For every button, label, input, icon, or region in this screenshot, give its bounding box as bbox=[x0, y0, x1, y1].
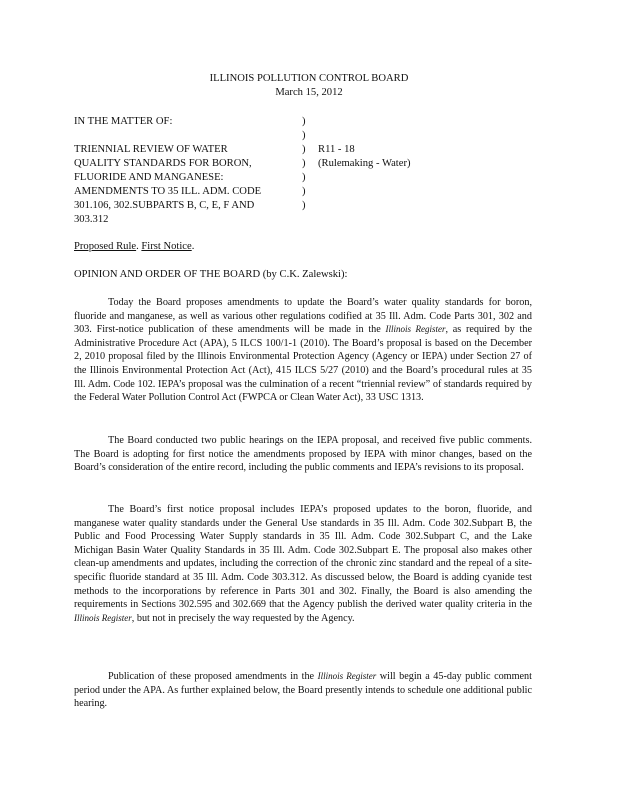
illinois-register-ref: Illinois Register bbox=[74, 612, 132, 623]
paragraph-2: The Board conducted two public hearings on the IEPA proposal, and received five public comments. The Board is adopting for first notice the amendments proposed by IEPA with minor changes, based on the Board’s consideration of the entire record, including the public comments and IEPA’s revisions to its proposal. bbox=[74, 435, 532, 474]
opinion-heading: OPINION AND ORDER OF THE BOARD (by C.K. Zalewski): bbox=[74, 269, 348, 280]
docket-number: R11 - 18 bbox=[318, 144, 355, 155]
caption-line: TRIENNIAL REVIEW OF WATER bbox=[74, 144, 228, 155]
caption-line: 303.312 bbox=[74, 214, 109, 225]
caption-paren: ) bbox=[302, 144, 306, 155]
paragraph-1: Today the Board proposes amendments to update the Board’s water quality standards for boron, fluoride and manganese, as well as various other regulations codified at 35 Ill. Adm. Code Parts 301, 302 and 303. First-notice publication of these amendments will be made in the Illinois Register, as required by the Administrative Procedure Act (APA), 5 ILCS 100/1-1 (2010). The Board’s proposal is based on the December 2, 2010 proposal filed by the Illinois Environmental Protection Agency (Agency or IEPA) under Section 27 of the Illinois Environmental Protection Act (Act), 415 ILCS 5/27 (2010) and the Board’s procedural rules at 35 Ill. Adm. Code 102. IEPA’s proposal was the culmination of a recent “triennial review” of standards required by the Federal Water Pollution Control Act (FWPCA or Clean Water Act), 33 USC 1313. bbox=[74, 297, 532, 404]
paragraph-4: Publication of these proposed amendments in the Illinois Register will begin a 45-day public comment period under the APA. As further explained below, the Board presently intends to schedule one additional public hearing. bbox=[74, 671, 532, 710]
illinois-register-ref: Illinois Register bbox=[317, 671, 377, 681]
caption-line: QUALITY STANDARDS FOR BORON, bbox=[74, 158, 252, 169]
caption-paren: ) bbox=[302, 200, 306, 211]
first-notice-label: First Notice bbox=[141, 241, 192, 252]
caption-paren: ) bbox=[302, 116, 306, 127]
caption-line: FLUORIDE AND MANGANESE: bbox=[74, 172, 224, 183]
proposed-rule-label: Proposed Rule bbox=[74, 241, 137, 252]
caption-paren: ) bbox=[302, 186, 306, 197]
agency-title: ILLINOIS POLLUTION CONTROL BOARD bbox=[209, 73, 409, 84]
caption-line: AMENDMENTS TO 35 ILL. ADM. CODE bbox=[74, 186, 262, 197]
caption-paren: ) bbox=[302, 172, 306, 183]
illinois-register-ref: Illinois Register bbox=[385, 324, 446, 335]
document-date: March 15, 2012 bbox=[275, 87, 343, 98]
caption-paren: ) bbox=[302, 130, 306, 141]
proposed-rule-line: Proposed Rule. First Notice. bbox=[74, 241, 195, 252]
caption-line: 301.106, 302.SUBPARTS B, C, E, F AND bbox=[74, 200, 255, 211]
paragraph-3: The Board’s first notice proposal includes IEPA’s proposed updates to the boron, fluoride, and manganese water quality standards under the General Use standards in 35 Ill. Adm. Code 302.Subpart B, the Public and Food Processing Water Supply standards in 35 Ill. Adm. Code 302.Subpart C, and the Lake Michigan Basin Water Quality Standards in 35 Ill. Adm. Code 302.Subpart E. The proposal also makes other clean-up amendments and updates, including the correction of the chronic zinc standard and the repeal of a site-specific fluoride standard at 35 Ill. Adm. Code 303.312. As discussed below, the Board is adding cyanide test methods to the incorporations by reference in Parts 301 and 302. Finally, the Board is also amending the requirements in Sections 302.595 and 302.669 that the Agency publish the derived water quality criteria in the Illinois Register, but not in precisely the way requested by the Agency. bbox=[74, 504, 532, 624]
docket-type: (Rulemaking - Water) bbox=[318, 158, 411, 169]
caption-paren: ) bbox=[302, 158, 306, 169]
caption-line: IN THE MATTER OF: bbox=[74, 116, 173, 127]
